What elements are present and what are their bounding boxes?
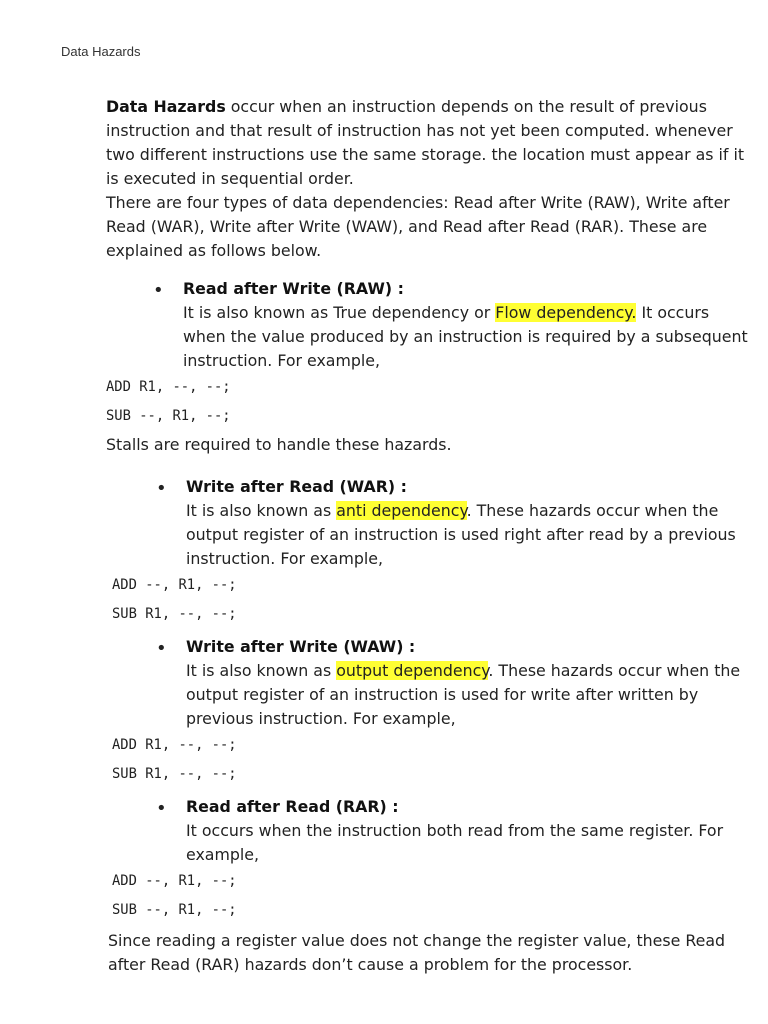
intro-lead-text: occur when an instruction depends on the result of previous instruction and that result of instruction has not yet been computed. whenever two different instructions use the same storage. the location must appear as if it is executed in sequential order. bbox=[106, 97, 745, 188]
raw-text-pre: It is also known as True dependency or bbox=[183, 303, 496, 322]
rar-note: Since reading a register value does not change the register value, these Read after Read (RAR) hazards don’t cause a problem for the processor. bbox=[108, 931, 726, 974]
war-code-block bbox=[112, 571, 756, 629]
war-title: Write after Read (WAR) : bbox=[186, 477, 407, 496]
code-line: SUB --, R1, --; bbox=[112, 902, 237, 918]
code-line: ADD R1, --, --; bbox=[112, 737, 237, 753]
waw-section bbox=[112, 635, 756, 789]
war-description bbox=[186, 499, 756, 571]
war-section bbox=[112, 475, 756, 629]
bullet-war: • bbox=[156, 478, 167, 499]
rar-code-block bbox=[112, 867, 756, 925]
rar-title: Read after Read (RAR) : bbox=[186, 797, 399, 816]
waw-highlight: output dependency bbox=[336, 661, 489, 680]
war-highlight: anti dependency bbox=[336, 501, 467, 520]
document-body bbox=[106, 95, 756, 977]
raw-highlight: Flow dependency. bbox=[495, 303, 637, 322]
raw-text-post: It occurs when the value produced by an instruction is required by a subsequent instruction. For example, bbox=[183, 303, 748, 370]
war-text-post: . These hazards occur when the output register of an instruction is used right after read by a previous instruction. For example, bbox=[186, 501, 736, 568]
raw-description bbox=[183, 301, 756, 373]
code-line: ADD --, R1, --; bbox=[112, 873, 237, 889]
raw-section bbox=[106, 277, 756, 457]
waw-title: Write after Write (WAW) : bbox=[186, 637, 416, 656]
code-line: SUB --, R1, --; bbox=[106, 408, 231, 424]
war-text-pre: It is also known as bbox=[186, 501, 337, 520]
code-line: ADD --, R1, --; bbox=[112, 577, 237, 593]
waw-text-pre: It is also known as bbox=[186, 661, 337, 680]
raw-note: Stalls are required to handle these hazards. bbox=[106, 435, 452, 454]
waw-code-block bbox=[112, 731, 756, 789]
rar-section bbox=[108, 795, 756, 977]
bullet-waw: • bbox=[156, 638, 167, 659]
page-header-title: Data Hazards bbox=[61, 44, 141, 59]
types-paragraph: There are four types of data dependencies: Read after Write (RAW), Write after Read (WAR), Write after Write (WAW), and Read after Read (RAR). These are explained as follows below. bbox=[106, 193, 730, 260]
bullet-raw: • bbox=[153, 280, 164, 301]
waw-text-post: . These hazards occur when the output register of an instruction is used for write after written by previous instruction. For example, bbox=[186, 661, 741, 728]
intro-lead-bold: Data Hazards bbox=[106, 97, 226, 116]
rar-description: It occurs when the instruction both read from the same register. For example, bbox=[186, 821, 724, 864]
intro-paragraph bbox=[106, 95, 756, 191]
raw-code-block bbox=[106, 373, 756, 431]
bullet-rar: • bbox=[156, 798, 167, 819]
waw-description bbox=[186, 659, 756, 731]
code-line: ADD R1, --, --; bbox=[106, 379, 231, 395]
code-line: SUB R1, --, --; bbox=[112, 606, 237, 622]
code-line: SUB R1, --, --; bbox=[112, 766, 237, 782]
raw-title: Read after Write (RAW) : bbox=[183, 279, 404, 298]
